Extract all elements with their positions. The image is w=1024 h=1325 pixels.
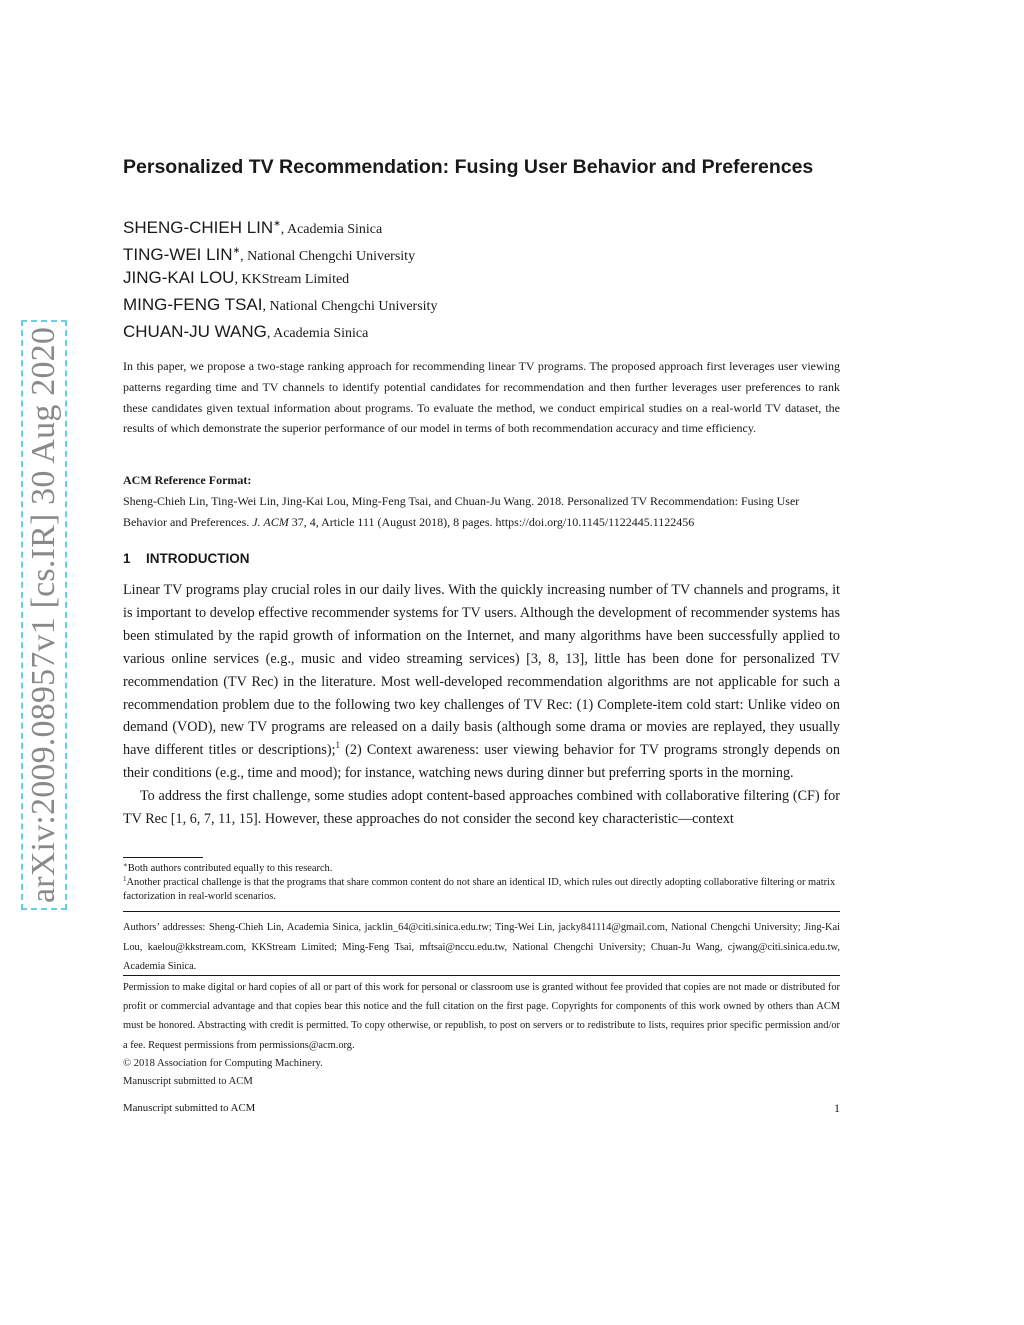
- author-name: SHENG-CHIEH LIN∗: [123, 218, 281, 237]
- footnote: $^1$Another practical challenge is that the programs that share common content do not share an identical ID, which rules out directly adopting collaborative filtering or matrix factorization in real-world scenarios.: [123, 875, 836, 902]
- introduction-body: [123, 579, 840, 831]
- paragraph: Linear TV programs play crucial roles in our daily lives. With the quickly increasing number of TV channels and programs, it is important to develop effective recommender systems for TV users. Although the development of recommender systems has been stimulated by the rapid growth of information on the Internet, and many algorithms have been successfully applied to various online services (e.g., music and video streaming services) [3, 8, 13], little has been done for personalized TV recommendation (TV Rec) in the literature. Most well-developed recommendation algorithms are not applicable for such a recommendation problem due to the following two key challenges of TV Rec: (1) Complete-item cold start: Unlike video on demand (VOD), new TV programs are released on a daily basis (although some drama or movies are replayed, they usually have different titles or descriptions);$^1$ (2) Context awareness: user viewing behavior for TV programs strongly depends on their conditions (e.g., time and mood); for instance, watching news during dinner but preferring sports in the morning.: [123, 582, 840, 782]
- section-number: 1: [123, 551, 131, 566]
- page-number: 1: [834, 1101, 840, 1115]
- permission-text: Permission to make digital or hard copies of all or part of this work for personal or classroom use is granted without fee provided that copies are not made or distributed for profit or commercial advantage and that copies bear this notice and the full citation on the first page. Copyrights for components of this work owned by others than ACM must be honored. Abstracting with credit is permitted. To copy otherwise, or republish, to post on servers or to redistribute to lists, requires prior specific permission and/or a fee. Request permissions from permissions@acm.org.: [123, 982, 840, 1051]
- footnote-ref: 1: [335, 740, 341, 751]
- author-entry: [123, 318, 840, 345]
- author-entry: [123, 237, 840, 264]
- author-affiliation: , National Chengchi University: [262, 299, 438, 314]
- author-affiliation: , Academia Sinica: [266, 326, 369, 341]
- footnote: ∗Both authors contributed equally to this research.: [123, 861, 333, 874]
- permission-notice: [123, 978, 840, 1091]
- acm-reference-text: Sheng-Chieh Lin, Ting-Wei Lin, Jing-Kai Lou, Ming-Feng Tsai, and Chuan-Ju Wang. 2018. Personalized TV Recommendation: Fusing User Behavior and Preferences. J. ACM 37, 4, Article 111 (August 2018), 8 pages. https://doi.org/10.1145/1122445.1122456: [123, 493, 800, 529]
- manuscript-note: Manuscript submitted to ACM: [123, 1075, 253, 1087]
- copyright-notice: © 2018 Association for Computing Machinery.: [123, 1057, 323, 1069]
- footnotes: [123, 862, 840, 904]
- author-name: MING-FENG TSAI: [123, 295, 263, 314]
- arxiv-stamp-text: arXiv:2009.08957v1 [cs.IR] 30 Aug 2020: [25, 326, 62, 904]
- divider: [123, 911, 840, 912]
- author-entry: [123, 291, 840, 318]
- divider: [123, 975, 840, 976]
- equal-contribution-mark: ∗: [273, 218, 281, 228]
- author-entry: [123, 264, 840, 291]
- paragraph: To address the first challenge, some studies adopt content-based approaches combined with collaborative filtering (CF) for TV Rec [1, 6, 7, 11, 15]. However, these approaches do not consider the second key characteristic—context: [123, 788, 840, 828]
- author-name: CHUAN-JU WANG: [123, 322, 267, 341]
- acm-reference-format: [123, 470, 840, 532]
- abstract: In this paper, we propose a two-stage ranking approach for recommending linear TV programs. The proposed approach first leverages user viewing patterns regarding time and TV channels to identify potential candidates for recommendation and then further leverages user preferences to rank these candidates given textual information about programs. To evaluate the method, we conduct empirical studies on a real-world TV dataset, the results of which demonstrate the superior performance of our model in terms of both recommendation accuracy and time efficiency.: [123, 359, 840, 436]
- author-affiliation: , National Chengchi University: [240, 249, 416, 264]
- author-name: TING-WEI LIN∗: [123, 245, 241, 264]
- author-affiliation: , KKStream Limited: [234, 272, 350, 287]
- author-affiliation: , Academia Sinica: [280, 222, 383, 237]
- arxiv-stamp: [21, 320, 67, 910]
- journal-name: J. ACM: [252, 514, 289, 529]
- equal-contribution-mark: ∗: [232, 245, 241, 255]
- footer-manuscript-note: Manuscript submitted to ACM: [123, 1102, 256, 1114]
- section-title: INTRODUCTION: [146, 551, 250, 566]
- section-heading: [123, 551, 250, 566]
- author-entry: [123, 210, 840, 237]
- author-list: [123, 210, 840, 345]
- authors-addresses: Authors’ addresses: Sheng-Chieh Lin, Academia Sinica, jacklin_64@citi.sinica.edu.tw; Ting-Wei Lin, jacky841114@gmail.com, National Chengchi University; Jing-Kai Lou, kaelou@kkstream.com, KKStream Limited; Ming-Feng Tsai, mftsai@nccu.edu.tw, National Chengchi University; Chuan-Ju Wang, cjwang@citi.sinica.edu.tw, Academia Sinica.: [123, 922, 840, 973]
- acm-reference-heading: ACM Reference Format:: [123, 473, 252, 487]
- paper-title: Personalized TV Recommendation: Fusing User Behavior and Preferences: [123, 156, 814, 178]
- author-name: JING-KAI LOU: [123, 268, 235, 287]
- footnote-rule: [123, 857, 203, 858]
